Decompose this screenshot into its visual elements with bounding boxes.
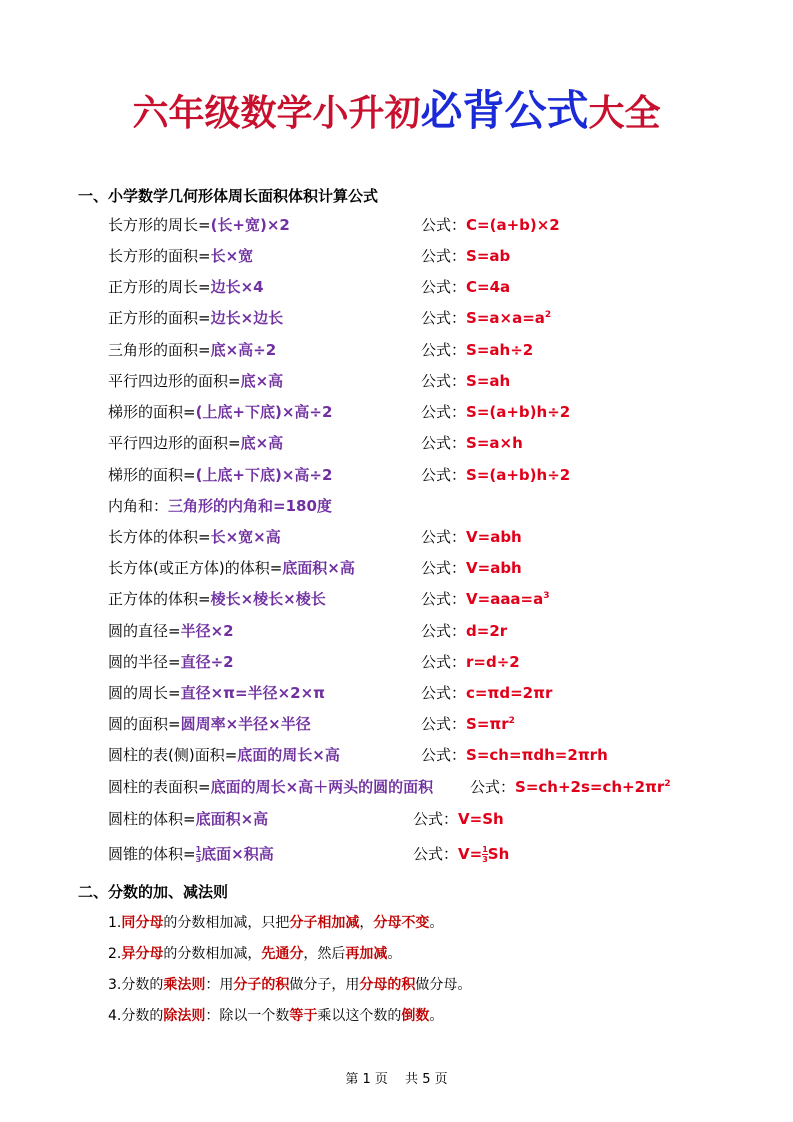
formula-pre: V= (458, 845, 483, 863)
rule-keyword: 先通分 (261, 946, 304, 962)
formula-row (0, 713, 793, 737)
formula-expression: d=2r (466, 622, 508, 640)
formula-expression: S=a×a=a (466, 309, 545, 327)
formula-description (108, 245, 253, 266)
shape-label: 正方形的周长= (108, 278, 211, 296)
shape-label: 正方形的面积= (108, 309, 211, 327)
formula-expression: S=ab (466, 247, 511, 265)
formula-description (108, 214, 290, 235)
formula-symbolic (413, 843, 509, 864)
formula-symbolic (421, 620, 507, 641)
formula-expression: S=ch+2s=ch+2πr (515, 778, 665, 796)
formula-words: 底面积×高 (195, 810, 269, 828)
fraction-denominator: 3 (482, 855, 488, 864)
rule-text: ：除以一个数 (205, 1008, 290, 1024)
formula-description (108, 843, 274, 864)
formula-expression: C=4a (466, 278, 511, 296)
section2-heading: 二、分数的加、减法则 (78, 883, 229, 901)
shape-label: 圆的直径= (108, 622, 181, 640)
formula-row (0, 495, 793, 519)
formula-words: 底×高 (240, 372, 284, 390)
rule-keyword: 同分母 (121, 915, 164, 931)
formula-prefix: 公式： (413, 845, 459, 863)
rule-number: 4. (108, 1008, 122, 1024)
formula-expression: S=a×h (466, 434, 523, 452)
formula-description (108, 651, 234, 672)
formula-row (0, 307, 793, 331)
formula-row (0, 744, 793, 768)
formula-description (108, 776, 433, 797)
formula-prefix: 公式： (421, 684, 467, 702)
formula-prefix: 公式： (421, 216, 467, 234)
formula-exponent: 2 (508, 716, 515, 726)
shape-label: 圆的周长= (108, 684, 181, 702)
formula-symbolic (421, 744, 608, 765)
rule-text: 的分数相加减，只把 (163, 915, 290, 931)
formula-words: 边长×4 (210, 278, 264, 296)
formula-prefix: 公式： (421, 622, 467, 640)
formula-row (0, 651, 793, 675)
formula-prefix: 公式： (421, 403, 467, 421)
rule-keyword: 分子相加减 (289, 915, 360, 931)
formula-prefix: 公式： (421, 653, 467, 671)
formula-words: 三角形的内角和=180度 (168, 497, 332, 515)
formula-row (0, 276, 793, 300)
rule-text: 。 (429, 1008, 444, 1024)
fraction-denominator: 3 (195, 855, 202, 864)
formula-symbolic (421, 557, 522, 578)
formula-words: (长+宽)×2 (210, 216, 290, 234)
formula-description (108, 339, 276, 360)
formula-exponent: 3 (543, 591, 550, 601)
rule-text: 乘以这个数的 (317, 1008, 402, 1024)
rule-text: 分数的 (121, 1008, 164, 1024)
formula-expression: r=d÷2 (466, 653, 520, 671)
formula-description (108, 620, 234, 641)
rule-keyword: 再加减 (345, 946, 388, 962)
formula-description (108, 682, 325, 703)
formula-description (108, 495, 332, 516)
formula-prefix: 公式： (421, 715, 467, 733)
title-part3: 大全 (588, 93, 661, 134)
formula-symbolic (421, 651, 520, 672)
formula-symbolic (421, 370, 510, 391)
rule-number: 1. (108, 915, 122, 931)
shape-label: 平行四边形的面积= (108, 372, 241, 390)
formula-expression: S=(a+b)h÷2 (466, 403, 571, 421)
formula-prefix: 公式： (421, 528, 467, 546)
formula-row (0, 245, 793, 269)
formula-expression: V=abh (466, 559, 522, 577)
rule-text: 做分母。 (415, 977, 472, 993)
formula-expression: V=abh (466, 528, 522, 546)
shape-label: 内角和： (108, 497, 169, 515)
rule-3 (108, 974, 471, 994)
rule-text: ：用 (205, 977, 234, 993)
shape-label: 正方体的体积= (108, 590, 211, 608)
formula-row (0, 464, 793, 488)
formula-row (0, 339, 793, 363)
formula-row (0, 682, 793, 706)
formula-symbolic (413, 808, 504, 829)
formula-prefix: 公式： (421, 309, 467, 327)
formula-expression: V=Sh (458, 810, 504, 828)
formula-description (108, 307, 283, 328)
rule-text: 的分数相加减， (163, 946, 262, 962)
shape-label: 梯形的面积= (108, 466, 196, 484)
formula-row (0, 401, 793, 425)
formula-prefix: 公式： (421, 247, 467, 265)
formula-exponent: 2 (664, 779, 671, 789)
formula-words: (上底+下底)×高÷2 (195, 466, 333, 484)
fraction-numerator: 1 (482, 845, 488, 854)
rule-text: ，然后 (303, 946, 346, 962)
formula-description (108, 432, 283, 453)
formula-row (0, 843, 793, 867)
formula-symbolic (421, 214, 560, 235)
shape-label: 长方形的面积= (108, 247, 211, 265)
formula-symbolic (421, 245, 510, 266)
formula-description (108, 276, 264, 297)
formula-words: 边长×边长 (210, 309, 284, 327)
shape-label: 长方体的体积= (108, 528, 211, 546)
shape-label: 平行四边形的面积= (108, 434, 241, 452)
formula-row (0, 370, 793, 394)
rule-keyword: 分子的积 (233, 977, 290, 993)
formula-words: 圆周率×半径×半径 (180, 715, 311, 733)
formula-words: 直径÷2 (180, 653, 234, 671)
formula-expression: c=πd=2πr (466, 684, 553, 702)
formula-words: 底面的周长×高＋两头的圆的面积 (210, 778, 434, 796)
rule-1 (108, 912, 443, 932)
shape-label: 三角形的面积= (108, 341, 211, 359)
formula-expression: S=πr (466, 715, 509, 733)
shape-label: 圆锥的体积= (108, 845, 196, 863)
formula-words: 棱长×棱长×棱长 (210, 590, 326, 608)
formula-symbolic (421, 526, 522, 547)
rule-keyword: 异分母 (121, 946, 164, 962)
rule-text: ， (359, 915, 374, 931)
page-title (0, 86, 793, 135)
formula-row (0, 588, 793, 612)
formula-expression: Sh (487, 845, 510, 863)
rule-keyword: 等于 (289, 1008, 318, 1024)
formula-symbolic (421, 682, 552, 703)
shape-label: 圆的面积= (108, 715, 181, 733)
formula-symbolic (421, 588, 550, 609)
rule-keyword: 除法则 (163, 1008, 206, 1024)
formula-description (108, 713, 311, 734)
formula-description (108, 526, 281, 547)
formula-exponent: 2 (544, 310, 552, 320)
formula-prefix: 公式： (421, 434, 467, 452)
shape-label: 梯形的面积= (108, 403, 196, 421)
title-part1: 六年级数学小升初 (132, 93, 421, 134)
formula-prefix: 公式： (421, 746, 467, 764)
formula-words: 底面的周长×高 (237, 746, 340, 764)
page-footer: 第 1 页 共 5 页 (345, 1072, 448, 1087)
section1-heading: 一、小学数学几何形体周长面积体积计算公式 (78, 187, 379, 205)
shape-label: 圆柱的表面积= (108, 778, 211, 796)
rule-keyword: 乘法则 (163, 977, 206, 993)
formula-row (0, 808, 793, 832)
formula-row (0, 620, 793, 644)
formula-prefix: 公式： (421, 559, 467, 577)
formula-description (108, 808, 268, 829)
formula-description (108, 401, 332, 422)
formula-expression: S=(a+b)h÷2 (466, 466, 571, 484)
shape-label: 圆的半径= (108, 653, 181, 671)
formula-expression: S=ch=πdh=2πrh (466, 746, 608, 764)
fraction-numerator: 1 (195, 845, 202, 854)
rule-number: 3. (108, 977, 122, 993)
formula-words: 半径×2 (180, 622, 234, 640)
rule-text: 。 (387, 946, 402, 962)
formula-row (0, 557, 793, 581)
formula-description (108, 588, 326, 609)
formula-row (0, 776, 793, 800)
shape-label: 长方体(或正方体)的体积= (108, 559, 283, 577)
formula-symbolic (470, 776, 671, 797)
formula-description (108, 370, 283, 391)
rule-text: 做分子，用 (289, 977, 360, 993)
rule-2 (108, 943, 401, 963)
formula-symbolic (421, 276, 510, 297)
formula-row (0, 432, 793, 456)
formula-symbolic (421, 401, 570, 422)
formula-words: 长×宽 (210, 247, 254, 265)
rule-text: 分数的 (121, 977, 164, 993)
formula-symbolic (421, 339, 533, 360)
formula-prefix: 公式： (413, 810, 459, 828)
rule-number: 2. (108, 946, 122, 962)
formula-words: 底面积×高 (282, 559, 355, 577)
formula-words: (上底+下底)×高÷2 (195, 403, 333, 421)
rule-keyword: 分母的积 (359, 977, 416, 993)
title-part2: 必背公式 (420, 86, 589, 135)
formula-symbolic (421, 307, 551, 328)
formula-words: 直径×π=半径×2×π (180, 684, 326, 702)
formula-row (0, 526, 793, 550)
formula-prefix: 公式： (470, 778, 516, 796)
formula-prefix: 公式： (421, 466, 467, 484)
shape-label: 圆柱的表(侧)面积= (108, 746, 238, 764)
formula-expression: S=ah (466, 372, 511, 390)
rule-keyword: 分母不变 (373, 915, 430, 931)
shape-label: 长方形的周长= (108, 216, 211, 234)
formula-description (108, 464, 332, 485)
formula-expression: V=aaa=a (466, 590, 544, 608)
formula-expression: S=ah÷2 (466, 341, 534, 359)
formula-row (0, 214, 793, 238)
formula-symbolic (421, 432, 523, 453)
formula-prefix: 公式： (421, 372, 467, 390)
formula-description (108, 744, 340, 765)
formula-words: 底×高 (240, 434, 284, 452)
rule-keyword: 倒数 (401, 1008, 430, 1024)
formula-words: 长×宽×高 (210, 528, 281, 546)
formula-description (108, 557, 355, 578)
rule-4 (108, 1005, 443, 1025)
formula-symbolic (421, 713, 515, 734)
shape-label: 圆柱的体积= (108, 810, 196, 828)
rule-text: 。 (429, 915, 444, 931)
formula-words: 底面×积高 (201, 845, 274, 863)
formula-prefix: 公式： (421, 278, 467, 296)
formula-symbolic (421, 464, 570, 485)
formula-words: 底×高÷2 (210, 341, 277, 359)
formula-prefix: 公式： (421, 341, 467, 359)
formula-expression: C=(a+b)×2 (466, 216, 560, 234)
formula-prefix: 公式： (421, 590, 467, 608)
